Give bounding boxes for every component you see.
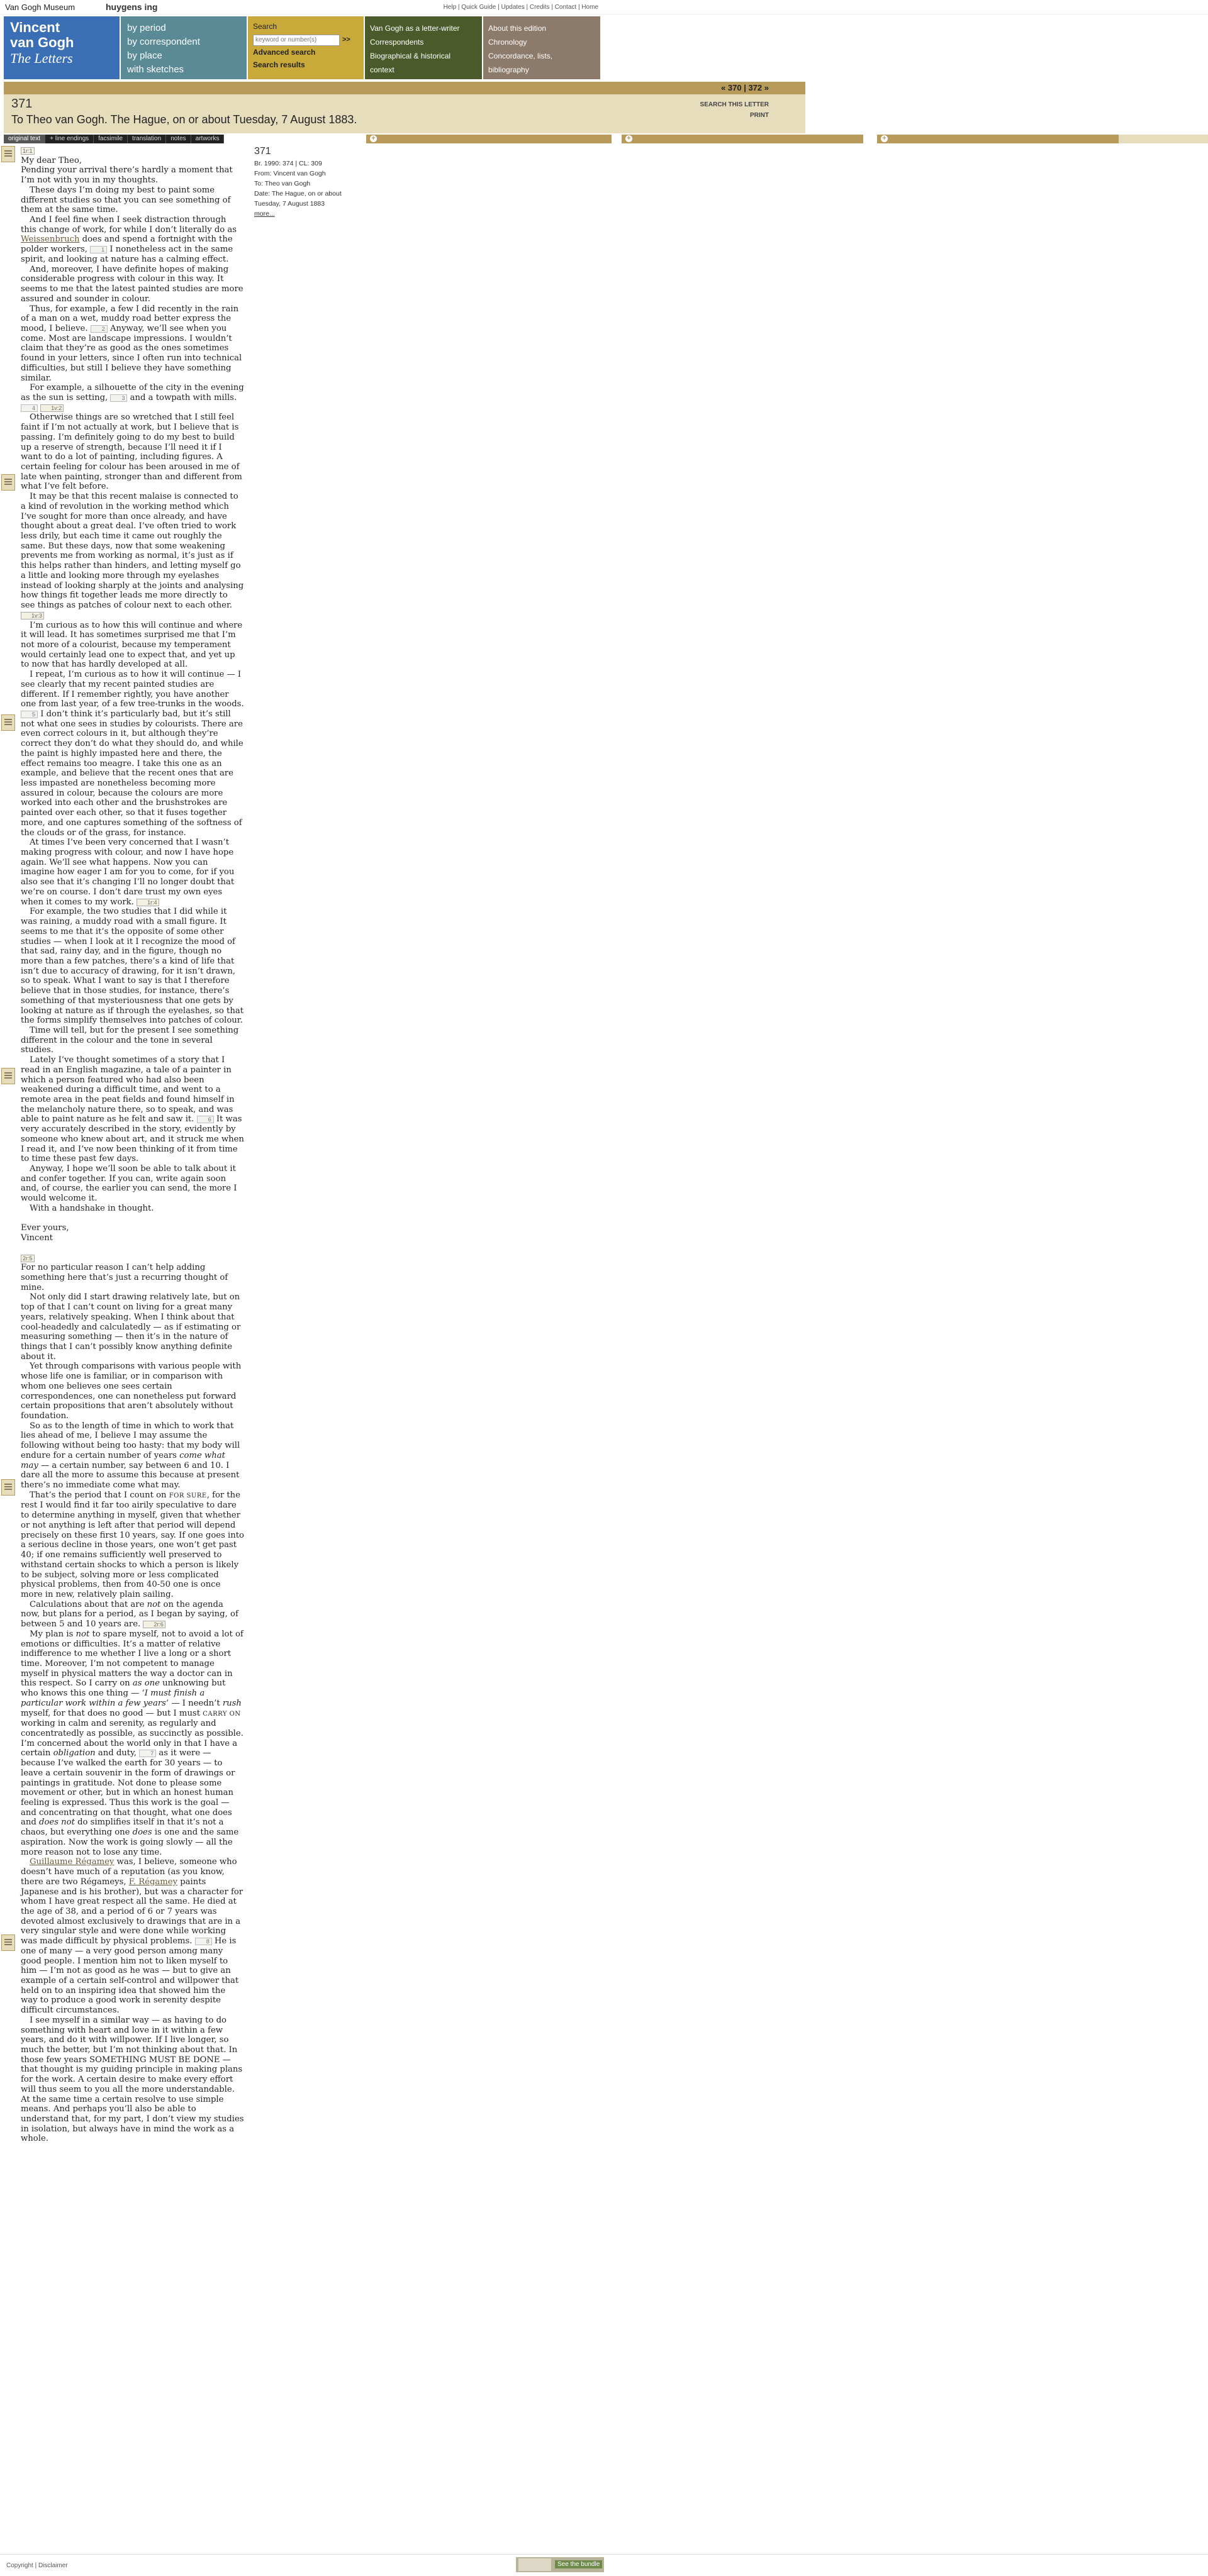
- letter-text: [21, 146, 244, 2144]
- facsimile-thumb-icon[interactable]: [1, 146, 15, 162]
- person-link[interactable]: Weissenbruch: [21, 235, 80, 245]
- meta-more-link[interactable]: more...: [254, 210, 275, 218]
- logo-line-3: The Letters: [10, 50, 73, 66]
- facsimile-thumb-icon[interactable]: [1, 714, 15, 731]
- salutation: My dear Theo,: [21, 155, 82, 165]
- search-this-letter-link[interactable]: SEARCH THIS LETTER: [700, 101, 769, 108]
- search-label: Search: [253, 22, 277, 31]
- copyright-links[interactable]: Copyright | Disclaimer: [6, 2562, 68, 2569]
- paragraph: For example, a silhouette of the city in the evening as the sun is setting, 3 and a towpath with mills. 4 1v:2: [21, 383, 244, 411]
- paragraph: I repeat, I’m curious as to how it will continue — I see clearly that my recent painted studies are different. If I remember rightly, you have another one from last year, of a few tree-trunks in the woods. 5 I don’t think it’s particularly bad, but it’s still not what one sees in studies by colourists. There are even correct colours in it, but although they’re correct they don’t do what they should do, and while the paint is highly impasted here and there, the effect remains too meagre. I take this one as an example, and believe that the recent ones that are less impasted are nonetheless becoming more assured in colour, because the colours are more worked into each other and the brushstrokes are painted over each other, so that it fuses together more, and one captures something of the softness of the clouds or of the grass, for instance.: [21, 670, 244, 838]
- paragraph: It may be that this recent malaise is connected to a kind of revolution in the working method which I’ve sought for more than once already, and have thought about a great deal. I’ve often tried to work less drily, but each time it came out roughly the same. But these days, now that some weakening prevents me from working as normal, it’s just as if this helps rather than hinders, and letting myself go a little and looking more through my eyelashes instead of looking sharply at the joints and analysing how things fit together leads me more directly to see things as patches of colour next to each other. 1v:3: [21, 492, 244, 619]
- column-bar-end: [1119, 135, 1208, 143]
- paragraph: That’s the period that I count on FOR SURE, for the rest I would find it far too airily speculative to dare to determine anything in myself, given that whether or not anything is left after that period will depend precisely on these first 10 years, say. If one goes into a serious decline in those years, one won’t get past 40; if one remains sufficiently well preserved to withstand certain shocks to which a person is likely to be subject, solving more or less complicated physical problems, then from 40-50 one is once more in new, relatively plain sailing.: [21, 1490, 244, 1599]
- museum-link[interactable]: Van Gogh Museum: [5, 3, 76, 12]
- tab-original-text[interactable]: original text: [4, 135, 45, 143]
- paragraph: And I feel fine when I seek distraction through this change of work, for while I don’t literally do as Weissenbruch does and spend a fortnight with the polder workers, 1 I nonetheless act in the same spirit, and looking at nature has a calming effect.: [21, 215, 237, 264]
- tab-notes[interactable]: notes: [166, 135, 191, 143]
- add-column-icon[interactable]: +: [881, 135, 888, 142]
- context-menu: [365, 16, 482, 79]
- letter-number: 371: [11, 97, 33, 111]
- column-gap: [244, 135, 254, 143]
- paragraph: For no particular reason I can’t help adding something here that’s just a recurring thought of mine.: [21, 1263, 228, 1292]
- see-bundle-label: See the bundle: [555, 2560, 602, 2568]
- facsimile-thumb-icon[interactable]: [1, 1935, 15, 1951]
- facsimile-thumb-icon[interactable]: [1, 1479, 15, 1496]
- meta-concordance: Br. 1990: 374 | CL: 309: [254, 160, 322, 167]
- site-logo[interactable]: [4, 16, 120, 79]
- column-bar-2: [622, 135, 863, 143]
- edition-menu: [483, 16, 600, 79]
- tab-artworks[interactable]: artworks: [191, 135, 225, 143]
- bundle-image-icon: [518, 2558, 551, 2571]
- paragraph: So as to the length of time in which to work that lies ahead of me, I believe I may assume the following without being too hasty: that my body will endure for a certain number of years come what may — a certain number, say between 6 and 10. I dare all the more to assume this because at present there’s no immediate come what may.: [21, 1421, 240, 1491]
- nav-about-edition[interactable]: About this edition: [488, 24, 547, 33]
- browse-with-sketches[interactable]: with sketches: [127, 64, 184, 75]
- next-letter-link[interactable]: 372 »: [748, 83, 769, 92]
- top-links[interactable]: Help | Quick Guide | Updates | Credits | Contact | Home: [443, 4, 598, 11]
- footnote-marker[interactable]: 2: [91, 325, 108, 333]
- letter-title: To Theo van Gogh. The Hague, on or about Tuesday, 7 August 1883.: [11, 113, 357, 126]
- letter-pager: « 370 | 372 »: [721, 83, 769, 92]
- page-marker[interactable]: 2r:6: [143, 1621, 165, 1628]
- paragraph: Time will tell, but for the present I see something different in the colour and the tone in several studies.: [21, 1025, 239, 1055]
- huygens-link[interactable]: huygens ing: [106, 2, 158, 12]
- search-panel: [248, 16, 364, 79]
- column-bar-1: [366, 135, 612, 143]
- nav-chronology[interactable]: Chronology: [488, 38, 527, 47]
- paragraph: I’m curious as to how this will continue and where it will lead. It has sometimes surprised me that I’m not more of a colourist, because my temperament would certainly lead one to expect that, and yet up to now that has hardly developed at all.: [21, 620, 243, 670]
- footer: [0, 2554, 1208, 2576]
- footnote-marker[interactable]: 1: [90, 246, 107, 253]
- paragraph: Anyway, I hope we’ll soon be able to talk about it and confer together. If you can, write again soon and, of course, the earlier you can send, the more I would welcome it.: [21, 1164, 237, 1204]
- page-marker[interactable]: 2r:5: [21, 1255, 35, 1262]
- browse-by-place[interactable]: by place: [127, 50, 162, 61]
- footnote-marker[interactable]: 4: [21, 404, 38, 412]
- advanced-search-link[interactable]: Advanced search: [253, 48, 316, 57]
- paragraph: My plan is not to spare myself, not to avoid a lot of emotions or difficulties. It’s a matter of relative indifference to me whether I live a long or a short time. Moreover, I’m not competent to manage myself in physical matters the way a doctor can in this respect. So I carry on as one unknowing but who knows this one thing — ‘I must finish a particular work within a few years’ — I needn’t rush myself, for that does no good — but I must CARRY ON working in calm and serenity, as regularly and concentratedly as possible, as succinctly as possible. I’m concerned about the world only in that I have a certain obligation and duty, 7 as it were — because I’ve walked the earth for 30 years — to leave a certain souvenir in the form of drawings or paintings in gratitude. Not done to please some movement or other, but in which an honest human feeling is expressed. Thus this work is the goal — and concentrating on that thought, what one does and does not do simplifies itself in that it’s not a chaos, but everything one does is one and the same aspiration. Now the work is going slowly — all the more reason not to lose any time.: [21, 1629, 243, 1857]
- letter-meta: [254, 146, 380, 219]
- print-link[interactable]: PRINT: [750, 112, 769, 119]
- search-input[interactable]: [253, 35, 340, 46]
- nav-concordance[interactable]: Concordance, lists, bibliography: [488, 52, 553, 74]
- meta-to: To: Theo van Gogh: [254, 180, 311, 187]
- view-tabs: [4, 135, 224, 143]
- browse-menu: [121, 16, 247, 79]
- tab-translation[interactable]: translation: [128, 135, 166, 143]
- search-results-link[interactable]: Search results: [253, 60, 305, 69]
- tab-facsimile[interactable]: facsimile: [94, 135, 128, 143]
- facsimile-thumb-icon[interactable]: [1, 474, 15, 491]
- paragraph: Lately I’ve thought sometimes of a story that I read in an English magazine, a tale of a painter in which a person featured who had also been weakened during a difficult time, and went to a remote area in the peat fields and found himself in the melancholy nature there, so to speak, and was able to paint nature as he felt and saw it. 6 It was very accurately described in the story, evidently by someone who knew about art, and it struck me when I read it, and I’ve now been thinking of it from time to time these past few days.: [21, 1055, 244, 1164]
- page-marker[interactable]: 1v:2: [40, 404, 64, 412]
- meta-from: From: Vincent van Gogh: [254, 170, 326, 177]
- paragraph: For example, the two studies that I did while it was raining, a muddy road with a small figure. It seems to me that it’s the opposite of some other studies — when I look at it I recognize the mood of that sad, rainy day, and in the figure, though no more than a few patches, there’s a kind of life that isn’t due to accuracy of drawing, for it isn’t drawn, so to speak. What I want to say is that I therefore believe that in those studies, for instance, there’s something of that mysteriousness that one gets by looking at nature as if through the eyelashes, so that the forms simplify themselves into patches of colour.: [21, 907, 244, 1026]
- paragraph: And, moreover, I have definite hopes of making considerable progress with colour in this way. It seems to me that the latest painted studies are more assured and sounder in colour.: [21, 264, 243, 304]
- person-link[interactable]: Guillaume Régamey: [30, 1857, 115, 1867]
- meta-date: Date: The Hague, on or about: [254, 190, 342, 197]
- nav-correspondents[interactable]: Correspondents: [370, 38, 424, 47]
- paragraph: Guillaume Régamey was, I believe, someone who doesn’t have much of a reputation (as you know, there are two Régameys, F. Régamey paints Japanese and is his brother), but was a character for whom I have great respect all the same. He died at the age of 38, and a period of 6 or 7 years was devoted almost exclusively to drawings that are in a very singular style and were done while working was made difficult by physical problems. 8 He is one of many — a very good person among many good people. I mention him not to liken myself to him — I’m not as good as he was — but to give an example of a certain self-control and willpower that held on to an inspiring idea that showed him the way to produce a good work in serenity despite difficult circumstances.: [21, 1857, 243, 2016]
- page-marker[interactable]: 1v:3: [21, 612, 44, 619]
- facsimile-thumb-icon[interactable]: [1, 1068, 15, 1084]
- paragraph: Not only did I start drawing relatively late, but on top of that I can’t count on living for a great many years, relatively speaking. When I think about that cool-headedly and calculatedly — as if estimating or measuring something — then it’s in the nature of things that I can’t possibly know anything definite about it.: [21, 1292, 241, 1362]
- footnote-marker[interactable]: 3: [110, 394, 127, 402]
- page-marker[interactable]: 1r:4: [137, 899, 159, 906]
- paragraph: At times I’ve been very concerned that I wasn’t making progress with colour, and now I have hope again. We’ll see what happens. Now you can imagine how eager I am for you to come, for if you also see that it’s changing I’ll no longer doubt that we’re on course. I don’t dare trust my own eyes when it comes to my work. 1r:4: [21, 838, 235, 907]
- browse-by-period[interactable]: by period: [127, 23, 166, 33]
- logo-line-2: van Gogh: [10, 35, 74, 50]
- main-nav: [4, 16, 600, 79]
- paragraph: Otherwise things are so wretched that I still feel faint if I’m not actually at work, but I believe that is passing. I’m definitely going to do my best to build up a reserve of strength, because I’ll need it if I want to do a lot of painting, including figures. A certain feeling for colour has been aroused in me of late when painting, stronger than and different from what I’ve felt before.: [21, 413, 242, 492]
- paragraph: I see myself in a similar way — as having to do something with heart and love in it within a few years, and do it with willpower. If I live longer, so much the better, but I’m not thinking about that. In those few years SOMETHING MUST BE DONE — that thought is my guiding principle in making plans for the work. A certain desire to make every effort will thus seem to you all the more understandable. At the same time a certain resolve to use simple means. And perhaps you’ll also be able to understand that, for my part, I don’t view my studies in isolation, but always have in mind the work as a whole.: [21, 2015, 244, 2144]
- column-bar-3: [877, 135, 1119, 143]
- page-marker[interactable]: 1r:1: [21, 147, 35, 155]
- meta-date-2: Tuesday, 7 August 1883: [254, 200, 325, 208]
- add-column-icon[interactable]: +: [370, 135, 377, 142]
- paragraph: Yet through comparisons with various people with whose life one is familiar, or in comparison with whom one believes one sees certain correspondences, one can nonetheless put forward certain propositions that aren’t absolutely without foundation.: [21, 1362, 242, 1421]
- nav-letter-writer[interactable]: Van Gogh as a letter-writer: [370, 24, 460, 33]
- paragraph: Pending your arrival there’s hardly a moment that I’m not with you in my thoughts.: [21, 165, 233, 186]
- browse-by-correspondent[interactable]: by correspondent: [127, 36, 200, 47]
- footnote-marker[interactable]: 8: [195, 1938, 212, 1945]
- prev-letter-link[interactable]: « 370: [721, 83, 742, 92]
- tab-line-endings[interactable]: + line endings: [45, 135, 94, 143]
- logo-line-1: Vincent: [10, 19, 60, 35]
- search-go-button[interactable]: >>: [342, 36, 350, 43]
- signature: Vincent: [21, 1233, 53, 1243]
- footnote-marker[interactable]: 5: [21, 711, 38, 718]
- see-bundle-banner[interactable]: [516, 2557, 604, 2572]
- add-column-icon[interactable]: +: [625, 135, 632, 142]
- letter-header: [4, 94, 805, 133]
- closing: Ever yours,: [21, 1223, 69, 1233]
- paragraph: Calculations about that are not on the agenda now, but plans for a period, as I began by saying, of between 5 and 10 years are. 2r:6: [21, 1599, 238, 1629]
- meta-number: 371: [254, 146, 271, 157]
- paragraph: Thus, for example, a few I did recently in the rain of a man on a wet, muddy road better express the mood, I believe. 2 Anyway, we’ll see when you come. Most are landscape impressions. I wouldn’t claim that they’re as good as the ones sometimes found in your letters, since I often run into technical difficulties, but still I believe they have something similar.: [21, 304, 242, 383]
- header-links: [700, 99, 769, 121]
- footnote-marker[interactable]: 6: [197, 1116, 214, 1123]
- paragraph: These days I’m doing my best to paint some different studies so that you can see something of them at the same time.: [21, 185, 231, 215]
- person-link[interactable]: F. Régamey: [128, 1877, 178, 1887]
- top-bar: [0, 0, 1208, 14]
- footnote-marker[interactable]: 7: [139, 1750, 156, 1757]
- pager-strip: [4, 82, 805, 94]
- paragraph: With a handshake in thought.: [30, 1203, 154, 1213]
- nav-biographical-context[interactable]: Biographical & historical context: [370, 52, 451, 74]
